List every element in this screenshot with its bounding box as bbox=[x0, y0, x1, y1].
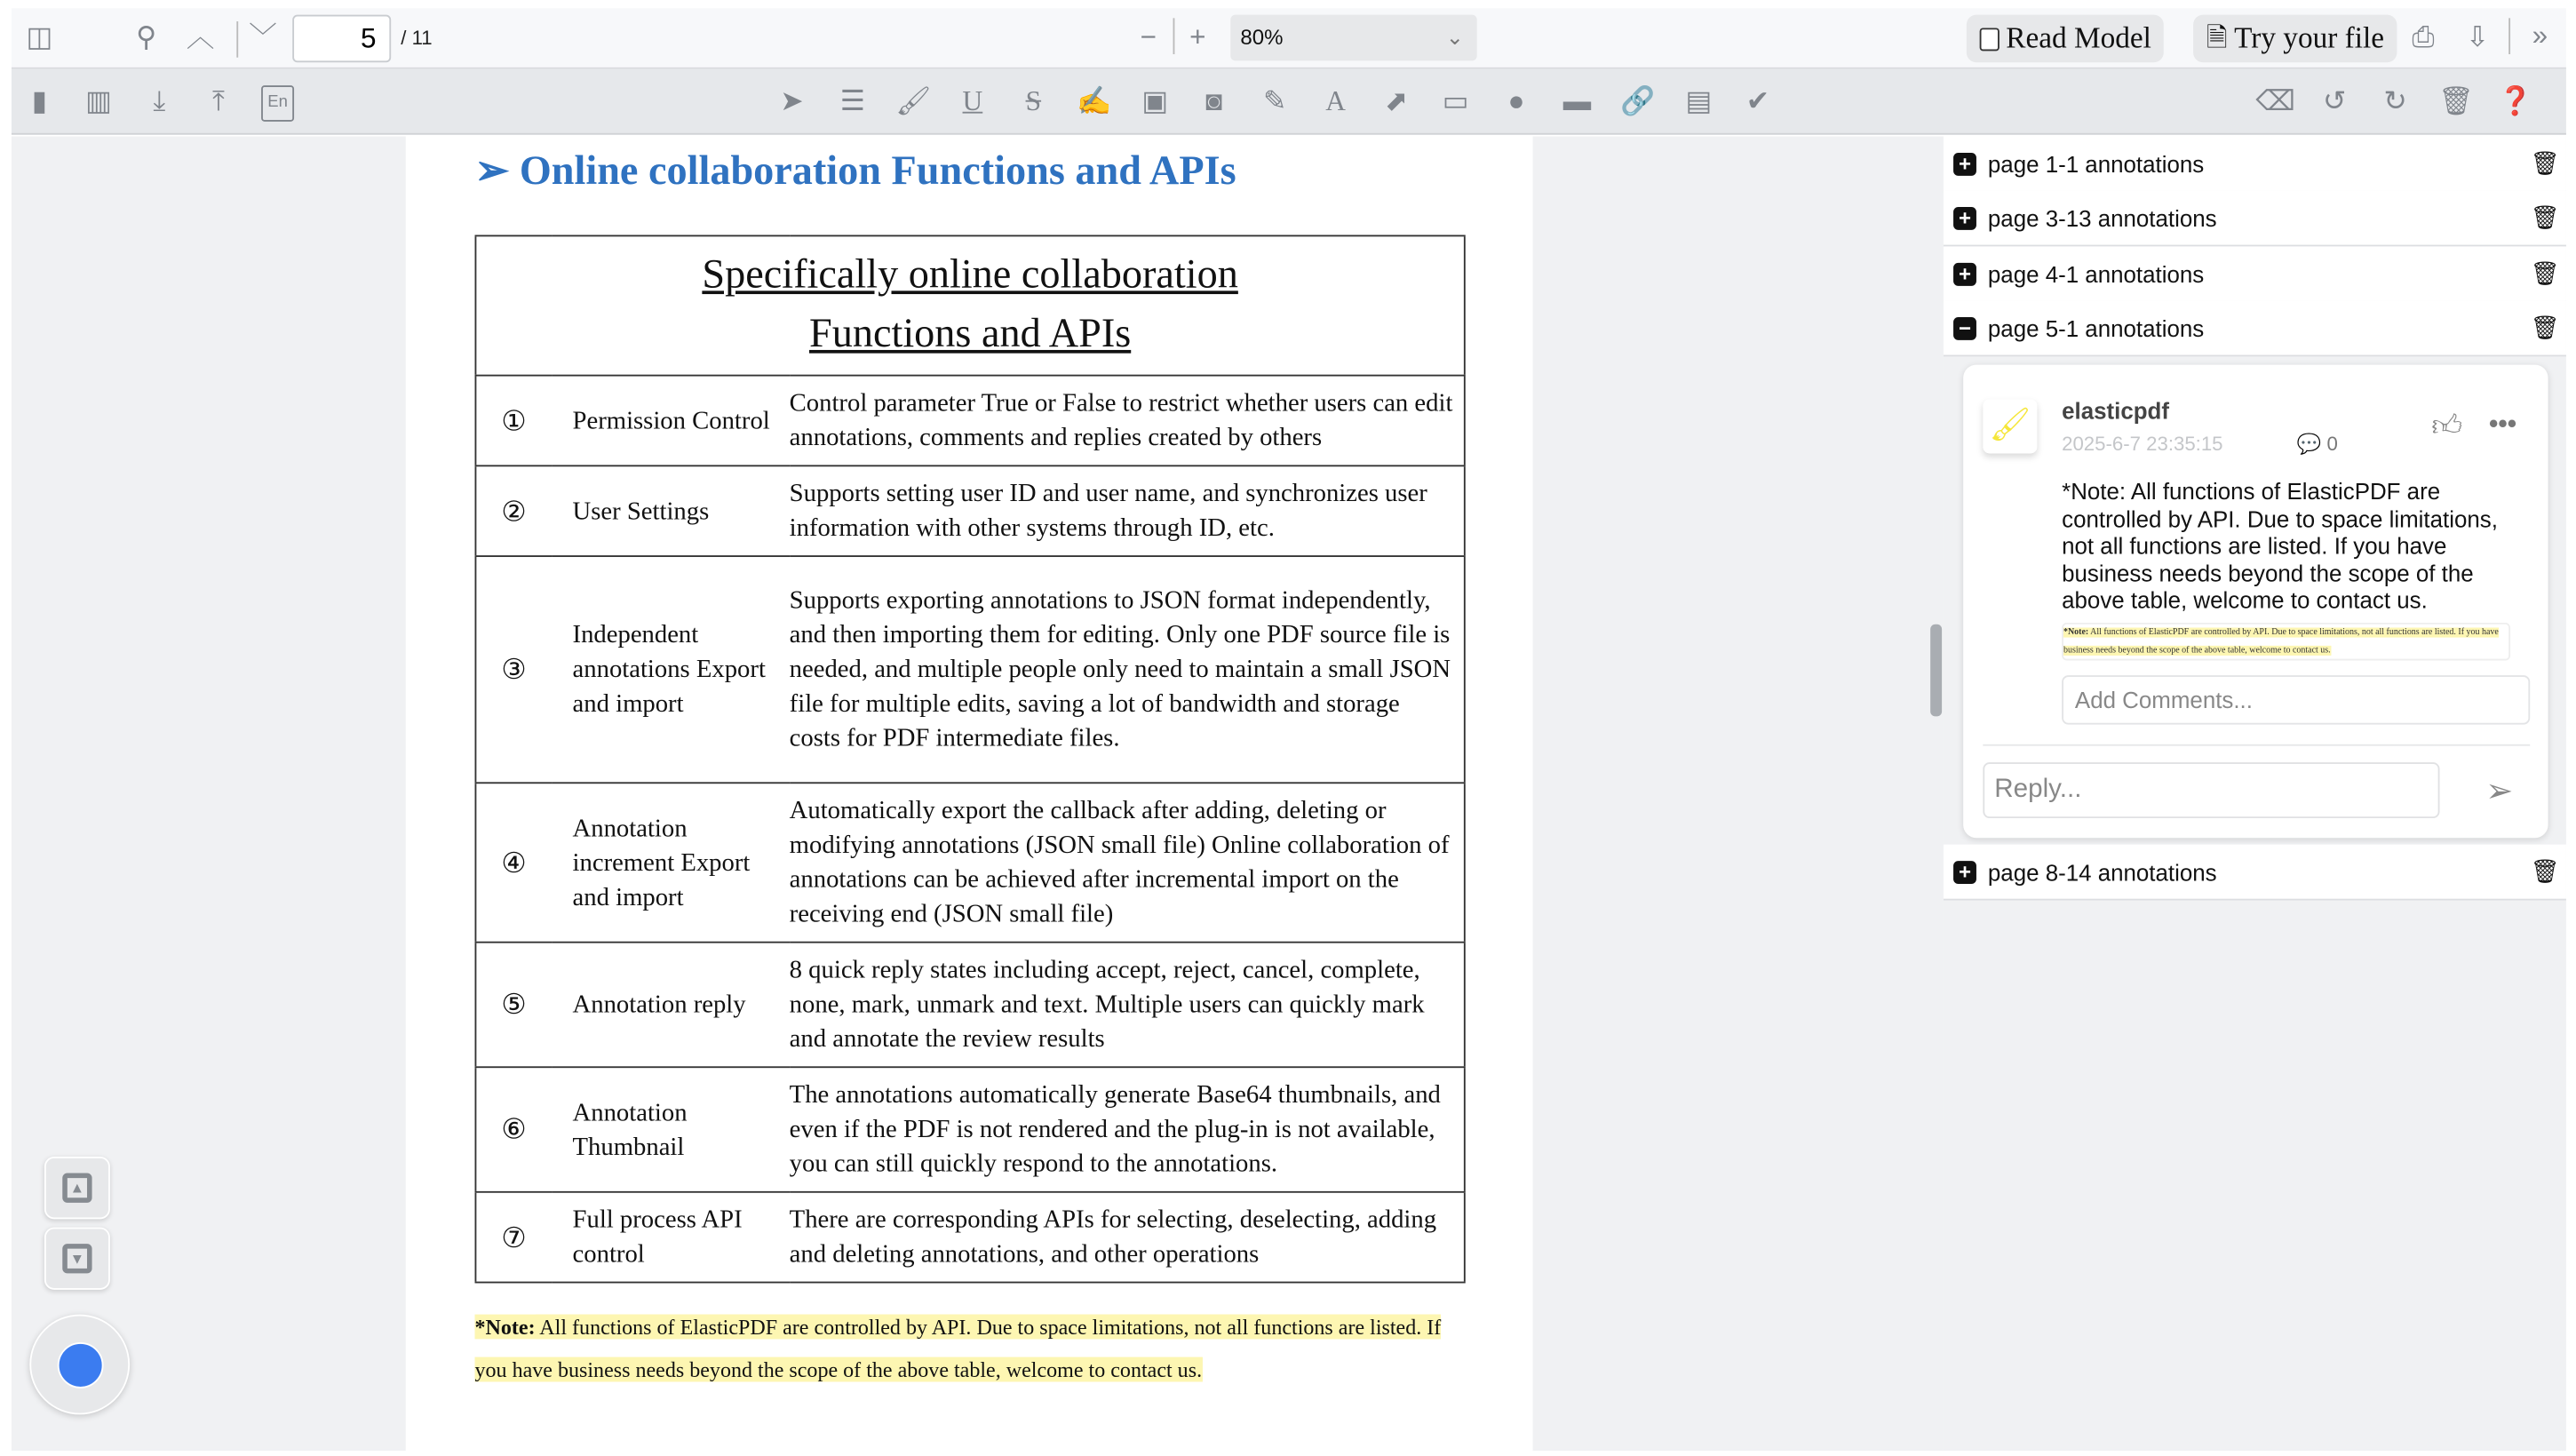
expand-plus-icon[interactable]: + bbox=[1953, 206, 1976, 229]
scroll-up-button[interactable] bbox=[44, 1157, 110, 1219]
table-row bbox=[475, 376, 1464, 466]
strikethrough-icon[interactable]: S bbox=[1025, 85, 1042, 117]
heading-text: Online collaboration Functions and APIs bbox=[519, 149, 1236, 195]
features-table bbox=[475, 235, 1466, 1283]
line-icon[interactable]: ▬ bbox=[1562, 85, 1592, 117]
table-title-line2: Functions and APIs bbox=[808, 312, 1132, 357]
trash-icon[interactable]: 🗑 bbox=[2530, 259, 2560, 286]
reply-count-value: 0 bbox=[2326, 432, 2338, 456]
zoom-value: 80% bbox=[1240, 24, 1284, 50]
top-bar bbox=[12, 8, 2566, 68]
chevron-down-icon: ⌄ bbox=[1445, 24, 1464, 50]
search-icon[interactable]: ⚲ bbox=[136, 21, 157, 53]
trash-icon[interactable]: 🗑 bbox=[2530, 149, 2560, 176]
annotation-group-page-1-1[interactable] bbox=[1944, 137, 2566, 193]
print-icon[interactable]: ⎙ bbox=[2412, 21, 2435, 53]
thumb-text: All functions of ElasticPDF are controlled by API. Due to space limitations, not all functions are listed. If you have business needs beyond the scope of the above table, welcome to contact us. bbox=[2063, 627, 2499, 656]
camera-icon[interactable]: ◙ bbox=[1205, 85, 1223, 117]
row-label: Full process API control bbox=[552, 1192, 790, 1283]
signature-icon[interactable]: ✍ bbox=[1077, 85, 1112, 117]
export-download-icon[interactable]: ⤓ bbox=[153, 85, 166, 117]
brush-annotation-icon: 🖌 bbox=[1983, 399, 2037, 453]
rectangle-icon[interactable]: ▭ bbox=[1442, 85, 1469, 117]
checkbox[interactable] bbox=[1980, 28, 2000, 51]
divider bbox=[2508, 18, 2510, 54]
reply-input[interactable]: Reply... bbox=[1983, 762, 2439, 818]
expand-plus-icon[interactable]: + bbox=[1953, 262, 1976, 285]
sidebar-toggle-icon[interactable]: ◫ bbox=[26, 21, 53, 53]
row-description: 8 quick reply states including accept, reject, cancel, complete, none, mark, unmark and text. Multiple users can quickly mark and annotate the review results bbox=[790, 943, 1465, 1068]
group-label: page 4-1 annotations bbox=[1987, 260, 2205, 287]
row-description: Supports exporting annotations to JSON format independently, and then importing them for editing. Only one PDF source file is needed, and multiple people only need to maintain a small JSON file for multiple edits, saving a lot of bandwidth and storage costs for PDF intermediate files. bbox=[790, 556, 1465, 783]
zoom-out-icon[interactable]: − bbox=[1140, 21, 1157, 53]
row-number: ④ bbox=[475, 783, 551, 942]
viewer-background bbox=[1533, 137, 1944, 1452]
thumbs-up-icon[interactable]: 👍︎ bbox=[2431, 409, 2463, 442]
left-pane bbox=[12, 137, 406, 1452]
divider bbox=[1173, 18, 1175, 54]
row-label: Annotation increment Export and import bbox=[552, 783, 790, 942]
help-icon[interactable]: ❓ bbox=[2497, 85, 2533, 117]
annotation-comment-card bbox=[1963, 365, 2548, 839]
note-bold: *Note: bbox=[474, 1314, 536, 1340]
circle-icon[interactable]: ● bbox=[1507, 85, 1525, 117]
table-row bbox=[475, 1192, 1464, 1283]
row-number: ⑥ bbox=[475, 1067, 551, 1192]
chat-bubble-icon: 💬 bbox=[2296, 432, 2322, 456]
highlighted-note[interactable] bbox=[475, 1306, 1444, 1391]
list-icon[interactable]: ☰ bbox=[839, 85, 865, 117]
undo-icon[interactable]: ↺ bbox=[2322, 85, 2347, 117]
row-label: User Settings bbox=[552, 465, 790, 556]
comment-author: elasticpdf bbox=[2062, 397, 2170, 425]
text-icon[interactable]: A bbox=[1325, 85, 1347, 117]
read-model-toggle[interactable] bbox=[1967, 15, 2165, 63]
id-card-icon[interactable]: ▤ bbox=[1685, 85, 1713, 117]
table-row bbox=[475, 943, 1464, 1068]
pdf-file-icon: 🗎 bbox=[2206, 24, 2228, 53]
scroll-down-button[interactable] bbox=[44, 1228, 110, 1290]
import-upload-icon[interactable]: ⤒ bbox=[212, 85, 225, 117]
row-description: Automatically export the callback after adding, deleting or modifying annotations (JSON small file) Online collaboration of annotations can be achieved after incremental import on the receiving end (JSON small file) bbox=[790, 783, 1465, 942]
row-label: Permission Control bbox=[552, 376, 790, 466]
expand-plus-icon[interactable]: + bbox=[1953, 860, 1976, 883]
zoom-in-icon[interactable]: + bbox=[1189, 21, 1206, 53]
map-icon[interactable]: ▥ bbox=[85, 85, 112, 117]
thumb-bold: *Note: bbox=[2063, 627, 2089, 638]
previous-page-icon[interactable]: ︿ bbox=[186, 21, 215, 53]
more-options-icon[interactable]: ••• bbox=[2488, 410, 2517, 439]
arrow-bullet-icon: ➢ bbox=[474, 149, 520, 195]
redo-icon[interactable]: ↻ bbox=[2383, 85, 2407, 117]
read-model-label: Read Model bbox=[2006, 21, 2151, 55]
group-label: page 8-14 annotations bbox=[1987, 858, 2217, 885]
more-tools-icon[interactable]: » bbox=[2532, 20, 2548, 52]
row-description: The annotations automatically generate Base64 thumbnails, and even if the PDF is not rendered and the plug-in is not available, you can still quickly respond to the annotations. bbox=[790, 1067, 1465, 1192]
row-number: ⑦ bbox=[475, 1192, 551, 1283]
annotation-thumbnail bbox=[2062, 623, 2510, 661]
underline-icon[interactable]: U bbox=[962, 85, 983, 117]
table-row bbox=[475, 783, 1464, 942]
group-label: page 1-1 annotations bbox=[1987, 150, 2205, 177]
row-number: ⑤ bbox=[475, 943, 551, 1068]
row-description: There are corresponding APIs for selecting, deselecting, adding and deleting annotations, and other operations bbox=[790, 1192, 1465, 1283]
link-icon[interactable]: 🔗 bbox=[1620, 85, 1656, 117]
row-number: ③ bbox=[475, 556, 551, 783]
annotation-toolbar bbox=[12, 69, 2566, 135]
row-label: Annotation reply bbox=[552, 943, 790, 1068]
annotation-group-page-5-1[interactable] bbox=[1944, 300, 2566, 356]
annotations-panel bbox=[1944, 137, 2566, 1452]
try-your-file-button[interactable] bbox=[2193, 15, 2397, 63]
page-number-input[interactable]: 5 bbox=[292, 15, 391, 63]
pencil-icon[interactable]: ✎ bbox=[1263, 85, 1287, 117]
comment-text: *Note: All functions of ElasticPDF are controlled by API. Due to space limitations, not all functions are listed. If you have business needs beyond the scope of the above table, welcome to contact us. bbox=[2062, 478, 2498, 614]
blue-dot-icon bbox=[58, 1342, 104, 1388]
save-download-icon[interactable]: ⇩ bbox=[2465, 21, 2490, 53]
open-folder-icon[interactable]: ▮ bbox=[31, 85, 48, 117]
trash-icon[interactable]: 🗑 bbox=[2530, 314, 2560, 340]
row-description: Supports setting user ID and user name, and synchronizes user information with other systems through ID, etc. bbox=[790, 465, 1465, 556]
select-cursor-icon[interactable]: ➤ bbox=[780, 85, 804, 117]
row-number: ① bbox=[475, 376, 551, 466]
note-text: All functions of ElasticPDF are controlled by API. Due to space limitations, not all functions are listed. If you have business needs beyond the scope of the above table, welcome to contact us. bbox=[474, 1314, 1442, 1382]
group-label: page 3-13 annotations bbox=[1987, 204, 2217, 231]
annotation-group-page-8-14[interactable] bbox=[1944, 845, 2566, 901]
divider bbox=[236, 21, 238, 58]
table-row bbox=[475, 465, 1464, 556]
reply-count bbox=[2297, 432, 2338, 455]
brush-icon[interactable]: 🖌 bbox=[895, 85, 932, 117]
divider bbox=[1983, 744, 2530, 746]
table-title-line1: Specifically online collaboration bbox=[702, 252, 1238, 298]
row-label: Independent annotations Export and import bbox=[552, 556, 790, 783]
collapse-minus-icon[interactable]: − bbox=[1953, 316, 1976, 339]
send-icon[interactable]: ➢ bbox=[2485, 774, 2514, 810]
group-label: page 5-1 annotations bbox=[1987, 314, 2205, 341]
section-heading bbox=[475, 147, 1236, 195]
try-file-label: Try your file bbox=[2234, 21, 2385, 55]
caret-up-icon: ▲ bbox=[62, 1174, 91, 1203]
add-comments-input[interactable]: Add Comments... bbox=[2062, 675, 2530, 724]
annotation-group-page-3-13[interactable] bbox=[1944, 191, 2566, 247]
arrow-icon[interactable]: ⬈ bbox=[1384, 85, 1409, 117]
scrollbar-thumb[interactable] bbox=[1930, 625, 1942, 717]
comment-date: 2025-6-7 23:35:15 bbox=[2062, 432, 2223, 456]
translate-icon[interactable]: En bbox=[261, 85, 294, 122]
table-title bbox=[475, 235, 1464, 375]
table-row bbox=[475, 1067, 1464, 1192]
annotation-group-page-4-1[interactable] bbox=[1944, 246, 2566, 302]
trash-icon[interactable]: 🗑 bbox=[2530, 203, 2560, 230]
eraser-icon[interactable]: ⌫ bbox=[2255, 85, 2295, 117]
caret-down-icon: ▼ bbox=[62, 1244, 91, 1273]
row-number: ② bbox=[475, 465, 551, 556]
table-row bbox=[475, 556, 1464, 783]
check-icon[interactable]: ✔ bbox=[1745, 85, 1770, 117]
next-page-icon[interactable]: ﹀ bbox=[249, 21, 277, 53]
image-icon[interactable]: ▣ bbox=[1141, 85, 1169, 117]
trash-icon[interactable]: 🗑 bbox=[2530, 857, 2560, 885]
zoom-select[interactable] bbox=[1230, 15, 1476, 61]
floating-action-button[interactable] bbox=[29, 1315, 130, 1415]
row-description: Control parameter True or False to restrict whether users can edit annotations, comments and replies created by others bbox=[790, 376, 1465, 466]
page-total: / 11 bbox=[401, 26, 433, 50]
trash-icon[interactable]: 🗑 bbox=[2438, 85, 2474, 117]
pdf-page bbox=[406, 137, 1533, 1452]
expand-plus-icon[interactable]: + bbox=[1953, 152, 1976, 175]
row-label: Annotation Thumbnail bbox=[552, 1067, 790, 1192]
